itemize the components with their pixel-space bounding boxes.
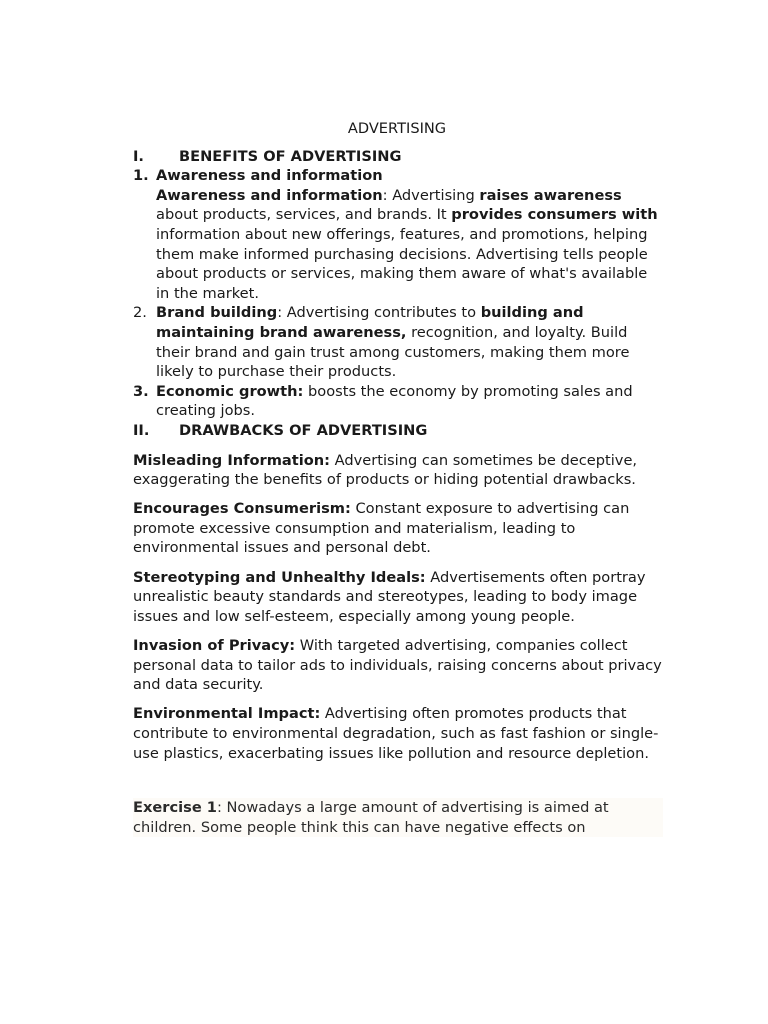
paragraph-encourages-consumerism: Encourages Consumerism: Constant exposure to advertising can promote excessive consumption and materialism, leading to environmental issues and personal debt. [133,500,630,557]
paragraph-stereotyping: Stereotyping and Unhealthy Ideals: Advertisements often portray unrealistic beauty standards and stereotypes, leading to body image issues and low self-esteem, especially among young people. [133,568,646,625]
section-heading-text: DRAWBACKS OF ADVERTISING [179,421,428,439]
list-number: 3. [133,382,149,400]
list-number: 2. [133,304,147,322]
exercise-label: Exercise 1 [133,799,217,817]
drawbacks-list [133,451,663,764]
section-numeral: I. [133,147,144,165]
item-body: Economic growth: boosts the economy by promoting sales and creating jobs. [156,382,633,420]
paragraph-environmental-impact: Environmental Impact: Advertising often promotes products that contribute to environmental degradation, such as fast fashion or single-use plastics, exacerbating issues like pollution and resource depletion. [133,705,659,762]
item-body: Awareness and information: Advertising raises awareness about products, services, and brands. It provides consumers with information about new offerings, features, and promotions, helping them make informed purchasing decisions. Advertising tells people about products or services, making them aware of what's available in the market. [156,186,658,302]
document-title: ADVERTISING [347,120,447,137]
section-numeral: II. [133,421,150,439]
paragraph-invasion-of-privacy: Invasion of Privacy: With targeted advertising, companies collect personal data to tailor ads to individuals, raising concerns about privacy and data security. [133,637,662,694]
exercise-paragraph: Exercise 1: Nowadays a large amount of advertising is aimed at children. Some people think this can have negative effects on [133,798,663,837]
list-item-brand-building [133,303,663,381]
item-heading: Awareness and information [156,167,383,185]
list-number: 1. [133,167,149,185]
document-page [133,119,663,837]
list-item-awareness [133,166,663,303]
item-body: Brand building: Advertising contributes to building and maintaining brand awareness, recognition, and loyalty. Build their brand and gain trust among customers, making them more likely to purchase their products. [156,304,630,381]
section-heading-text: BENEFITS OF ADVERTISING [179,147,402,165]
section-heading-drawbacks [133,421,663,441]
paragraph-misleading-information: Misleading Information: Advertising can sometimes be deceptive, exaggerating the benefits of products or hiding potential drawbacks. [133,451,638,489]
list-item-economic-growth [133,382,663,421]
section-heading-benefits [133,147,663,167]
